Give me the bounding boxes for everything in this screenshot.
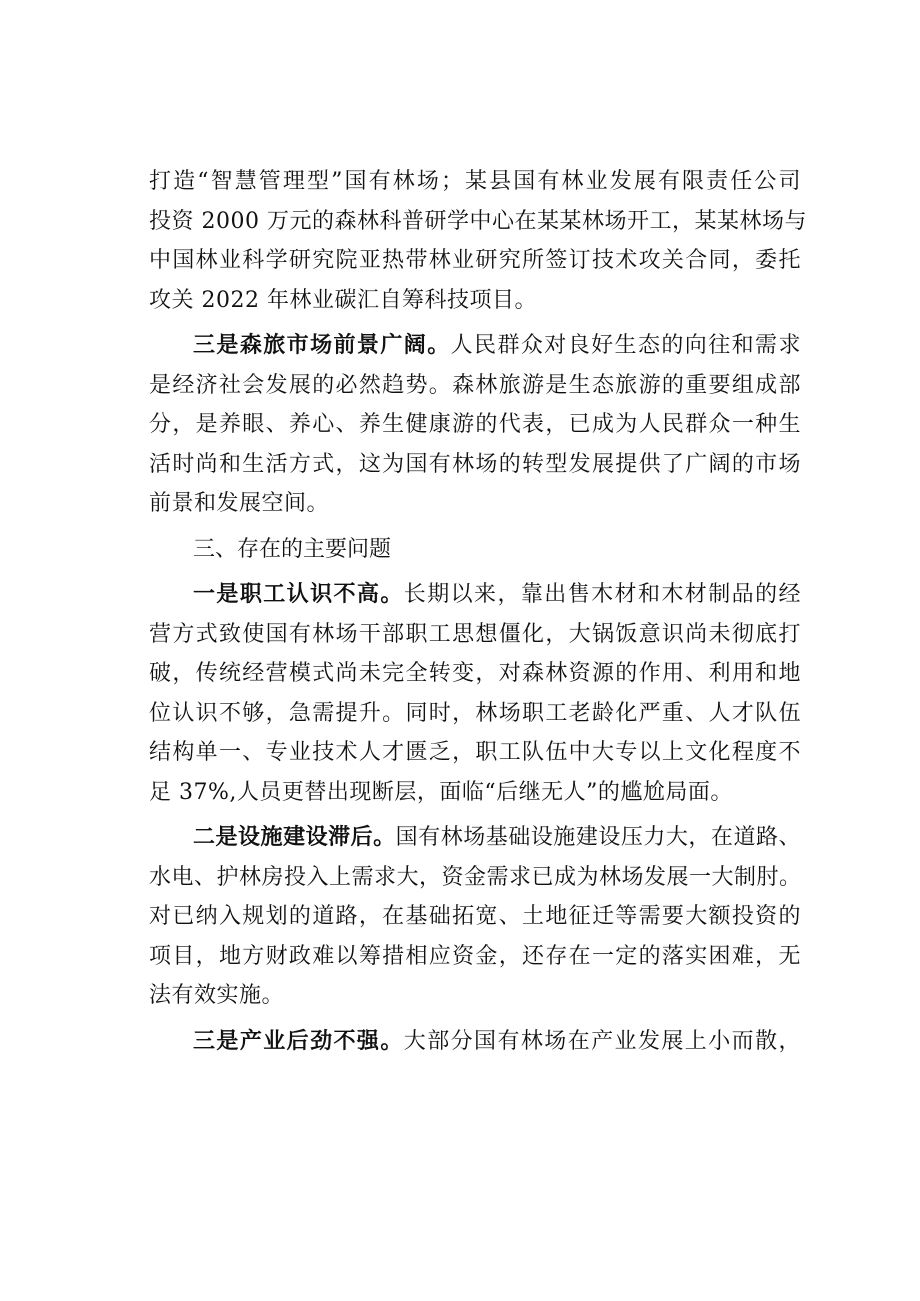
text-line: 攻关 2022 年林业碳汇自筹科技项目。 [149,287,537,313]
paragraph-lead-rest: 国有林场基础设施建设压力大，在道路、 [395,825,801,850]
paragraph-lead-rest: 长期以来，靠出售木材和木材制品的经 [403,582,801,607]
text-line [149,1022,801,1062]
text-line: 水电、护林房投入上需求大，资金需求已成为林场发展一大制肘。 [149,864,802,890]
paragraph-staff-awareness [149,575,801,812]
text-line: 是经济社会发展的必然趋势。森林旅游是生态旅游的重要组成部 [149,372,801,398]
text-line: 对已纳入规划的道路，在基础拓宽、土地征迁等需要大额投资的 [149,904,801,929]
text-line: 分，是养眼、养心、养生健康游的代表，已成为人民群众一种生 [149,412,801,437]
paragraph-forest-tourism [149,326,801,524]
text-line [149,575,801,615]
text-line [149,818,801,858]
paragraph-lead-rest: 大部分国有林场在产业发展上小而散， [403,1028,801,1054]
text-line: 中国林业科学研究院亚热带林业研究所签订技术攻关合同，委托 [149,248,801,273]
text-line: 项目，地方财政难以筹措相应资金，还存在一定的落实困难，无 [149,943,801,969]
text-line: 法有效实施。 [149,983,285,1008]
paragraph-smart-forest [149,162,807,320]
paragraph-lead: 三是森旅市场前景广阔。 [193,333,451,358]
paragraph-lead: 三是产业后劲不强。 [193,1028,404,1054]
paragraph-lead: 一是职工认识不高。 [193,582,404,607]
text-line: 前景和发展空间。 [149,491,330,516]
text-line: 营方式致使国有林场干部职工思想僵化，大锅饭意识尚未彻底打 [149,621,801,647]
text-line: 结构单一、专业技术人才匮乏，职工队伍中大专以上文化程度不 [149,740,801,765]
text-line: 投资 2000 万元的森林科普研学中心在某某林场开工，某某林场与 [149,208,807,234]
document-body [149,162,807,1061]
section-heading: 三、存在的主要问题 [193,536,392,562]
paragraph-infrastructure [149,818,801,1016]
paragraph-industry [149,1022,801,1062]
text-line: 足 37%,人员更替出现断层，面临“后继无人”的尴尬局面。 [149,779,733,805]
text-line: 活时尚和生活方式，这为国有林场的转型发展提供了广阔的市场 [149,451,801,477]
text-line: 破，传统经营模式尚未完全转变，对森林资源的作用、利用和地 [149,661,801,686]
text-line: 打造“智慧管理型”国有林场；某县国有林业发展有限责任公司 [149,169,801,194]
paragraph-lead-rest: 人民群众对良好生态的向往和需求 [450,333,801,358]
paragraph-lead: 二是设施建设滞后。 [193,825,396,850]
text-line: 位认识不够，急需提升。同时，林场职工老龄化严重、人才队伍 [149,700,801,726]
text-line [149,326,801,366]
